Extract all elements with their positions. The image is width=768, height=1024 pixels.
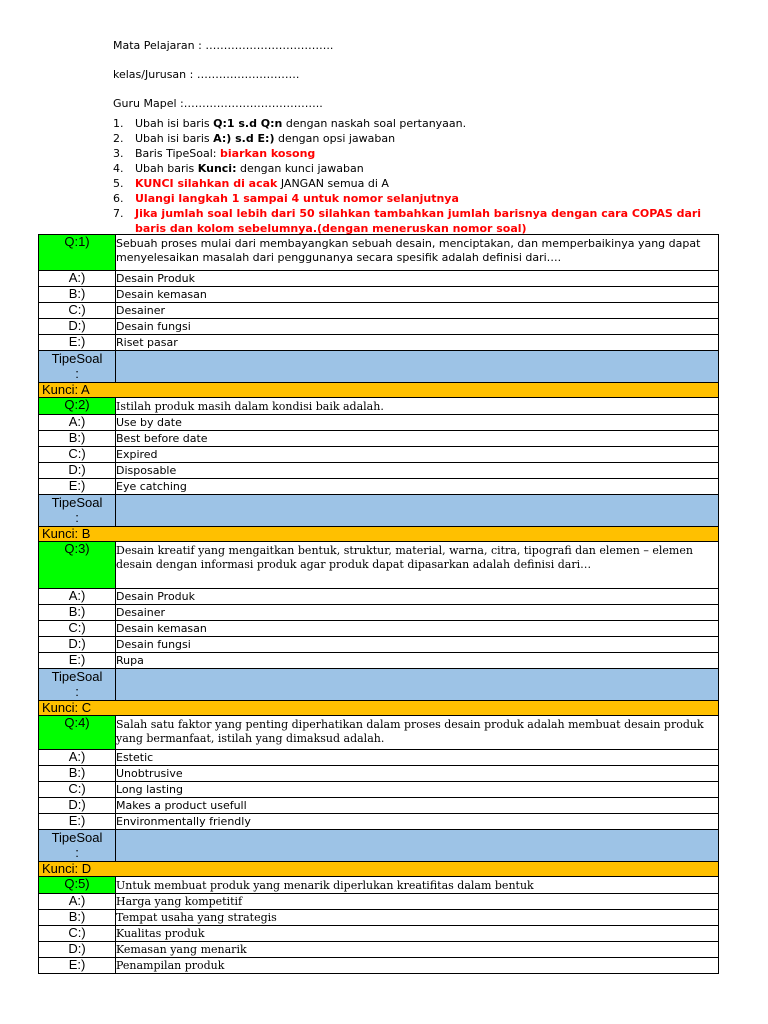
option-text[interactable]: Makes a product usefull (116, 798, 719, 814)
option-text[interactable]: Desain fungsi (116, 319, 719, 335)
question-text-cell[interactable] (116, 398, 719, 415)
instruction-number: 1. (113, 117, 124, 130)
tipesoal-text: TipeSoal (51, 830, 103, 845)
option-letter: E:) (39, 479, 116, 495)
tipesoal-colon: : (75, 510, 79, 525)
tipesoal-row (39, 830, 719, 862)
option-text[interactable]: Disposable (116, 463, 719, 479)
option-letter: E:) (39, 653, 116, 669)
instruction-text: Baris TipeSoal: (135, 147, 220, 160)
option-row (39, 637, 719, 653)
option-row (39, 926, 719, 942)
option-letter: D:) (39, 463, 116, 479)
option-text[interactable]: Riset pasar (116, 335, 719, 351)
instruction-red-text: biarkan kosong (220, 147, 316, 160)
option-letter: E:) (39, 335, 116, 351)
instruction-item (113, 206, 713, 236)
question-row (39, 235, 719, 271)
option-row (39, 319, 719, 335)
tipesoal-value[interactable] (116, 830, 719, 862)
instruction-text: Ubah isi baris (135, 117, 214, 130)
instruction-text: Ubah isi baris (135, 132, 214, 145)
option-text[interactable]: Expired (116, 447, 719, 463)
tipesoal-label (39, 669, 116, 701)
question-label: Q:2) (39, 398, 116, 415)
kunci-row (39, 701, 719, 716)
instruction-item (113, 131, 713, 146)
question-text-cell[interactable] (116, 877, 719, 894)
tipesoal-row (39, 495, 719, 527)
instruction-text: JANGAN semua di A (277, 177, 389, 190)
instruction-red-text: KUNCI silahkan di acak (135, 177, 278, 190)
tipesoal-colon: : (75, 366, 79, 381)
option-text[interactable]: Desain kemasan (116, 621, 719, 637)
option-row (39, 335, 719, 351)
option-row (39, 942, 719, 958)
option-letter: B:) (39, 605, 116, 621)
question-text: Untuk membuat produk yang menarik diperlukan kreatifitas dalam bentuk (116, 879, 534, 892)
option-row (39, 766, 719, 782)
instruction-bold: Q:1 s.d Q:n (213, 117, 283, 130)
instruction-red-text: Jika jumlah soal lebih dari 50 silahkan tambahkan jumlah barisnya dengan cara COPAS dari baris dan kolom sebelumnya.(dengan meneruskan nomor soal) (135, 207, 702, 235)
option-text[interactable]: Kualitas produk (116, 926, 719, 942)
question-text: Desain kreatif yang mengaitkan bentuk, struktur, material, warna, citra, tipografi dan elemen – elemen desain dengan informasi produk agar produk dapat dipasarkan adalah definisi dari… (116, 544, 693, 571)
option-letter: A:) (39, 415, 116, 431)
question-text: Salah satu faktor yang penting diperhatikan dalam proses desain produk adalah membuat desain produk yang bermanfaat, istilah yang dimaksud adalah. (116, 718, 704, 745)
tipesoal-colon: : (75, 684, 79, 699)
kelas-jurusan-line: kelas/Jurusan : ………………………. (113, 68, 300, 81)
option-text[interactable]: Use by date (116, 415, 719, 431)
option-text[interactable]: Desain Produk (116, 589, 719, 605)
option-letter: C:) (39, 303, 116, 319)
option-letter: E:) (39, 814, 116, 830)
option-text[interactable]: Kemasan yang menarik (116, 942, 719, 958)
option-text[interactable]: Desain Produk (116, 271, 719, 287)
option-row (39, 271, 719, 287)
instruction-bold: Kunci: (197, 162, 237, 175)
option-text[interactable]: Rupa (116, 653, 719, 669)
option-text[interactable]: Desainer (116, 303, 719, 319)
tipesoal-label (39, 351, 116, 383)
option-row (39, 621, 719, 637)
question-label: Q:5) (39, 877, 116, 894)
kunci-label[interactable]: Kunci: B (39, 527, 719, 542)
tipesoal-text: TipeSoal (51, 495, 103, 510)
option-row (39, 479, 719, 495)
option-text[interactable]: Best before date (116, 431, 719, 447)
option-text[interactable]: Desain fungsi (116, 637, 719, 653)
option-text[interactable]: Estetic (116, 750, 719, 766)
question-label: Q:3) (39, 542, 116, 589)
instruction-number: 5. (113, 177, 124, 190)
kunci-label[interactable]: Kunci: A (39, 383, 719, 398)
document-header (113, 38, 333, 125)
instruction-item (113, 116, 713, 131)
option-letter: D:) (39, 942, 116, 958)
kunci-label[interactable]: Kunci: D (39, 862, 719, 877)
option-row (39, 894, 719, 910)
question-text-cell[interactable] (116, 542, 719, 589)
option-row (39, 910, 719, 926)
instruction-text: dengan opsi jawaban (274, 132, 396, 145)
instruction-bold: A:) s.d E:) (213, 132, 275, 145)
question-label: Q:1) (39, 235, 116, 271)
option-letter: E:) (39, 958, 116, 974)
tipesoal-text: TipeSoal (51, 669, 103, 684)
instruction-number: 4. (113, 162, 124, 175)
instruction-item (113, 176, 713, 191)
tipesoal-row (39, 351, 719, 383)
question-text: Sebuah proses mulai dari membayangkan sebuah desain, menciptakan, dan memperbaikinya yang dapat menyelesaikan masalah dari penggunanya secara spesifik adalah definisi dari…. (116, 237, 701, 264)
question-text-cell[interactable] (116, 235, 719, 271)
kunci-row (39, 862, 719, 877)
option-text[interactable]: Desainer (116, 605, 719, 621)
instruction-item (113, 146, 713, 161)
option-letter: C:) (39, 447, 116, 463)
kunci-label[interactable]: Kunci: C (39, 701, 719, 716)
question-row (39, 716, 719, 750)
option-row (39, 958, 719, 974)
option-letter: B:) (39, 431, 116, 447)
option-row (39, 653, 719, 669)
instruction-text: Ubah baris (135, 162, 198, 175)
option-text[interactable]: Long lasting (116, 782, 719, 798)
quiz-table (38, 234, 719, 974)
tipesoal-value[interactable] (116, 669, 719, 701)
instruction-item (113, 191, 713, 206)
option-row (39, 415, 719, 431)
tipesoal-value[interactable] (116, 351, 719, 383)
option-letter: C:) (39, 782, 116, 798)
option-row (39, 431, 719, 447)
option-text[interactable]: Harga yang kompetitif (116, 894, 719, 910)
instruction-text: dengan kunci jawaban (236, 162, 364, 175)
option-row (39, 463, 719, 479)
option-row (39, 605, 719, 621)
option-row (39, 589, 719, 605)
instruction-red-text: Ulangi langkah 1 sampai 4 untuk nomor selanjutnya (135, 192, 459, 205)
option-row (39, 447, 719, 463)
instruction-list (113, 116, 713, 236)
question-text-cell[interactable] (116, 716, 719, 750)
option-letter: C:) (39, 926, 116, 942)
option-letter: B:) (39, 287, 116, 303)
mata-pelajaran-line: Mata Pelajaran : …………………………….. (113, 39, 334, 52)
option-letter: A:) (39, 271, 116, 287)
option-row (39, 287, 719, 303)
option-row (39, 750, 719, 766)
question-row (39, 398, 719, 415)
option-text[interactable]: Unobtrusive (116, 766, 719, 782)
option-row (39, 782, 719, 798)
option-text[interactable]: Environmentally friendly (116, 814, 719, 830)
tipesoal-label (39, 830, 116, 862)
option-letter: D:) (39, 637, 116, 653)
option-letter: C:) (39, 621, 116, 637)
guru-mapel-line: Guru Mapel :……………………………….. (113, 97, 323, 110)
tipesoal-row (39, 669, 719, 701)
kunci-row (39, 383, 719, 398)
option-row (39, 798, 719, 814)
tipesoal-label (39, 495, 116, 527)
option-letter: D:) (39, 798, 116, 814)
option-row (39, 303, 719, 319)
question-label: Q:4) (39, 716, 116, 750)
tipesoal-colon: : (75, 845, 79, 860)
option-row (39, 814, 719, 830)
instruction-number: 7. (113, 207, 124, 220)
option-text[interactable]: Penampilan produk (116, 958, 719, 974)
option-letter: A:) (39, 750, 116, 766)
instruction-number: 3. (113, 147, 124, 160)
instruction-item (113, 161, 713, 176)
option-text[interactable]: Desain kemasan (116, 287, 719, 303)
question-text: Istilah produk masih dalam kondisi baik adalah. (116, 400, 384, 413)
option-text[interactable]: Eye catching (116, 479, 719, 495)
question-row (39, 877, 719, 894)
instruction-number: 2. (113, 132, 124, 145)
instruction-number: 6. (113, 192, 124, 205)
option-letter: B:) (39, 910, 116, 926)
tipesoal-text: TipeSoal (51, 351, 103, 366)
option-text[interactable]: Tempat usaha yang strategis (116, 910, 719, 926)
tipesoal-value[interactable] (116, 495, 719, 527)
option-letter: D:) (39, 319, 116, 335)
option-letter: A:) (39, 894, 116, 910)
instruction-text: dengan naskah soal pertanyaan. (282, 117, 467, 130)
kunci-row (39, 527, 719, 542)
option-letter: A:) (39, 589, 116, 605)
question-row (39, 542, 719, 589)
option-letter: B:) (39, 766, 116, 782)
